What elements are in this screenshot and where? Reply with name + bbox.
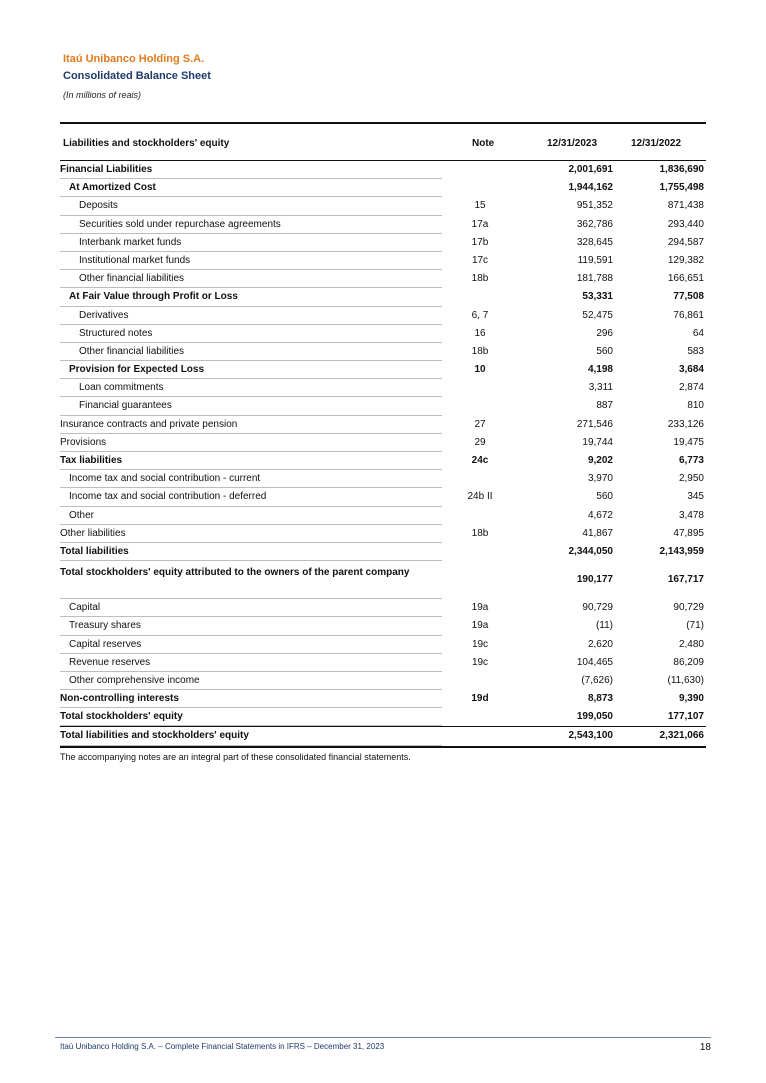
table-row: [60, 252, 706, 270]
table-row: [60, 379, 706, 397]
header-label: Liabilities and stockholders' equity: [63, 138, 230, 149]
row-label-cell: [60, 599, 442, 617]
row-note: 19a: [471, 620, 489, 632]
row-value-2022: 345: [687, 491, 704, 503]
row-value-2022: 583: [687, 345, 704, 357]
row-note: 16: [474, 327, 486, 339]
row-label: Other financial liabilities: [79, 345, 185, 357]
row-value-2023: 90,729: [582, 602, 613, 614]
row-value-2022: 293,440: [667, 218, 704, 230]
row-label: Capital: [69, 602, 101, 614]
footer-rule: [55, 1037, 711, 1038]
row-label: Structured notes: [79, 327, 153, 339]
row-value-2023: 271,546: [576, 418, 613, 430]
row-label: Derivatives: [79, 309, 129, 321]
row-value-2022: 90,729: [673, 602, 704, 614]
row-value-2022: 177,107: [667, 711, 704, 723]
table-row: [60, 672, 706, 690]
row-label: Tax liabilities: [60, 455, 123, 466]
table-header: [60, 124, 706, 161]
row-label: Other liabilities: [60, 527, 126, 539]
table-row: [60, 525, 706, 543]
header-2023: 12/31/2023: [547, 138, 598, 149]
row-note: 17b: [471, 236, 489, 248]
row-value-2022: 1,836,690: [659, 164, 704, 175]
row-value-2022: 9,390: [678, 693, 704, 705]
table-row: [60, 288, 706, 306]
row-value-2022: 1,755,498: [659, 182, 704, 194]
row-label-cell: [60, 507, 442, 525]
row-value-2023: 2,001,691: [568, 164, 613, 175]
row-value-2022: 2,480: [678, 638, 704, 650]
row-value-2022: 6,773: [678, 455, 704, 466]
table-row: [60, 507, 706, 525]
row-note: 15: [474, 200, 486, 212]
row-label: Revenue reserves: [69, 656, 151, 668]
row-label-cell: [60, 543, 442, 561]
table-body: [60, 161, 706, 748]
row-value-2023: 951,352: [576, 200, 613, 212]
table-row: [60, 488, 706, 506]
units-caption: (In millions of reais): [63, 90, 142, 100]
row-value-2022: (71): [686, 620, 704, 632]
row-value-2022: 233,126: [667, 418, 704, 430]
row-value-2023: 4,198: [587, 364, 613, 376]
table-row: [60, 434, 706, 452]
row-label-cell: [60, 617, 442, 635]
row-label-cell: [60, 488, 442, 506]
row-label: Interbank market funds: [79, 236, 182, 248]
row-label-cell: [60, 325, 442, 343]
table-row: [60, 636, 706, 654]
balance-sheet-table: [60, 122, 706, 762]
row-label-cell: [60, 179, 442, 197]
row-label-cell: [60, 307, 442, 325]
row-value-2023: 560: [596, 491, 613, 503]
table-bottom-rule: [60, 746, 706, 748]
row-value-2022: 2,874: [678, 382, 704, 394]
row-label-cell: [60, 452, 442, 470]
row-label-cell: [60, 197, 442, 215]
row-note: 17c: [471, 254, 489, 266]
row-label: Deposits: [79, 200, 118, 212]
row-value-2022: 76,861: [673, 309, 704, 321]
row-value-2023: 8,873: [587, 693, 613, 705]
row-label-cell: [60, 343, 442, 361]
row-value-2023: 41,867: [582, 527, 613, 539]
row-label: Capital reserves: [69, 638, 142, 650]
row-note: 24b II: [467, 491, 493, 503]
row-note: 18b: [471, 527, 489, 539]
row-value-2023: 104,465: [576, 656, 613, 668]
row-label: Total stockholders' equity: [60, 711, 183, 723]
row-label: Financial Liabilities: [60, 164, 153, 175]
row-value-2023: 1,944,162: [568, 182, 613, 194]
row-label-cell: [60, 379, 442, 397]
table-row: [60, 690, 706, 708]
row-value-2023: 887: [596, 400, 613, 412]
table-row: [60, 561, 706, 599]
table-row: [60, 708, 706, 726]
table-row: [60, 726, 706, 745]
row-label: Securities sold under repurchase agreements: [79, 218, 281, 230]
row-value-2022: 871,438: [667, 200, 704, 212]
row-label: Provision for Expected Loss: [69, 364, 205, 376]
row-value-2023: 199,050: [576, 711, 613, 723]
row-value-2023: 2,344,050: [568, 545, 613, 557]
row-label-cell: [60, 434, 442, 452]
row-value-2023: 19,744: [582, 436, 613, 448]
row-note: 19c: [471, 638, 489, 650]
row-value-2023: 3,970: [587, 473, 613, 485]
row-label: Non-controlling interests: [60, 693, 179, 705]
table-row: [60, 654, 706, 672]
row-label: Provisions: [60, 436, 107, 448]
table-row: [60, 161, 706, 179]
row-note: 6, 7: [471, 309, 489, 321]
footnote: The accompanying notes are an integral part of these consolidated financial statements.: [60, 751, 411, 762]
table-row: [60, 470, 706, 488]
row-value-2023: 328,645: [576, 236, 613, 248]
row-note: 10: [474, 364, 486, 376]
row-value-2023: 53,331: [582, 291, 613, 303]
table-row: [60, 397, 706, 415]
document-title: Consolidated Balance Sheet: [63, 70, 211, 82]
row-label-cell: [60, 161, 442, 179]
row-label: Institutional market funds: [79, 254, 191, 266]
row-value-2022: (11,630): [667, 674, 704, 686]
row-label-cell: [60, 690, 442, 708]
row-value-2022: 167,717: [667, 574, 704, 586]
table-row: [60, 599, 706, 617]
row-label-cell: [60, 270, 442, 288]
row-label-cell: [60, 361, 442, 379]
row-value-2023: 2,620: [587, 638, 613, 650]
row-label: Other comprehensive income: [69, 674, 200, 686]
row-note: 18b: [471, 273, 489, 285]
row-value-2023: (11): [595, 620, 613, 632]
page-number: 18: [699, 1042, 711, 1053]
table-row: [60, 325, 706, 343]
table-row: [60, 307, 706, 325]
row-value-2022: 294,587: [667, 236, 704, 248]
row-label-cell: [60, 470, 442, 488]
row-note: 27: [474, 418, 486, 430]
row-label-cell: [60, 672, 442, 690]
row-label: Total liabilities and stockholders' equity: [60, 730, 249, 742]
row-value-2022: 2,143,959: [659, 545, 704, 557]
row-label: Total liabilities: [60, 545, 129, 557]
row-label: At Fair Value through Profit or Loss: [69, 291, 238, 303]
row-note: 19a: [471, 602, 489, 614]
footer-text: Itaú Unibanco Holding S.A. – Complete Financial Statements in IFRS – December 31, 2023: [60, 1042, 385, 1051]
row-label-cell: [60, 252, 442, 270]
row-label-cell: [60, 727, 442, 745]
row-label-cell: [60, 234, 442, 252]
header-note: Note: [472, 138, 495, 149]
row-value-2023: 52,475: [582, 309, 613, 321]
row-value-2023: (7,626): [581, 674, 613, 686]
row-value-2022: 2,321,066: [659, 730, 704, 742]
table-row: [60, 234, 706, 252]
row-note: 19d: [471, 693, 489, 705]
header-2022: 12/31/2022: [631, 138, 682, 149]
row-value-2022: 86,209: [673, 656, 704, 668]
row-note: 24c: [471, 455, 489, 466]
row-value-2022: 19,475: [673, 436, 704, 448]
row-note: 19c: [471, 656, 489, 668]
row-value-2023: 4,672: [587, 509, 613, 521]
row-value-2022: 2,950: [678, 473, 704, 485]
table-row: [60, 416, 706, 434]
row-label-cell: [60, 561, 442, 599]
row-value-2023: 362,786: [576, 218, 613, 230]
row-label-cell: [60, 708, 442, 726]
row-value-2022: 129,382: [667, 254, 704, 266]
row-value-2023: 9,202: [587, 455, 613, 466]
row-label: Other financial liabilities: [79, 273, 185, 285]
row-value-2022: 3,684: [678, 364, 704, 376]
table-row: [60, 216, 706, 234]
row-value-2023: 190,177: [576, 574, 613, 586]
row-note: 18b: [471, 345, 489, 357]
row-label: Income tax and social contribution - deferred: [69, 491, 267, 503]
table-row: [60, 197, 706, 215]
row-label: Loan commitments: [79, 382, 164, 394]
row-label: At Amortized Cost: [69, 182, 156, 194]
row-value-2022: 166,651: [667, 273, 704, 285]
table-row: [60, 179, 706, 197]
table-row: [60, 343, 706, 361]
row-value-2022: 64: [692, 327, 704, 339]
row-label: Income tax and social contribution - current: [69, 473, 261, 485]
table-row: [60, 617, 706, 635]
row-value-2023: 3,311: [588, 382, 613, 394]
row-label-cell: [60, 525, 442, 543]
row-label: Treasury shares: [69, 620, 141, 632]
row-value-2022: 47,895: [673, 527, 704, 539]
table-row: [60, 543, 706, 561]
row-value-2022: 810: [687, 400, 704, 412]
company-name: Itaú Unibanco Holding S.A.: [63, 53, 205, 65]
row-value-2023: 2,543,100: [568, 730, 613, 742]
row-label-cell: [60, 416, 442, 434]
row-label: Other: [69, 509, 95, 521]
table-row: [60, 361, 706, 379]
row-label-cell: [60, 636, 442, 654]
row-label: Financial guarantees: [79, 400, 172, 412]
row-value-2023: 296: [596, 327, 613, 339]
row-label-cell: [60, 216, 442, 234]
row-note: 29: [474, 436, 486, 448]
table-row: [60, 270, 706, 288]
row-value-2023: 181,788: [576, 273, 613, 285]
row-label: Total stockholders' equity attributed to the owners of the parent company: [60, 567, 410, 579]
row-label-cell: [60, 397, 442, 415]
row-value-2023: 119,591: [577, 254, 613, 266]
row-label: Insurance contracts and private pension: [60, 418, 238, 430]
row-note: 17a: [471, 218, 489, 230]
table-row: [60, 452, 706, 470]
row-value-2023: 560: [596, 345, 613, 357]
row-value-2022: 3,478: [678, 509, 704, 521]
row-value-2022: 77,508: [673, 291, 704, 303]
row-label-cell: [60, 288, 442, 306]
row-label-cell: [60, 654, 442, 672]
